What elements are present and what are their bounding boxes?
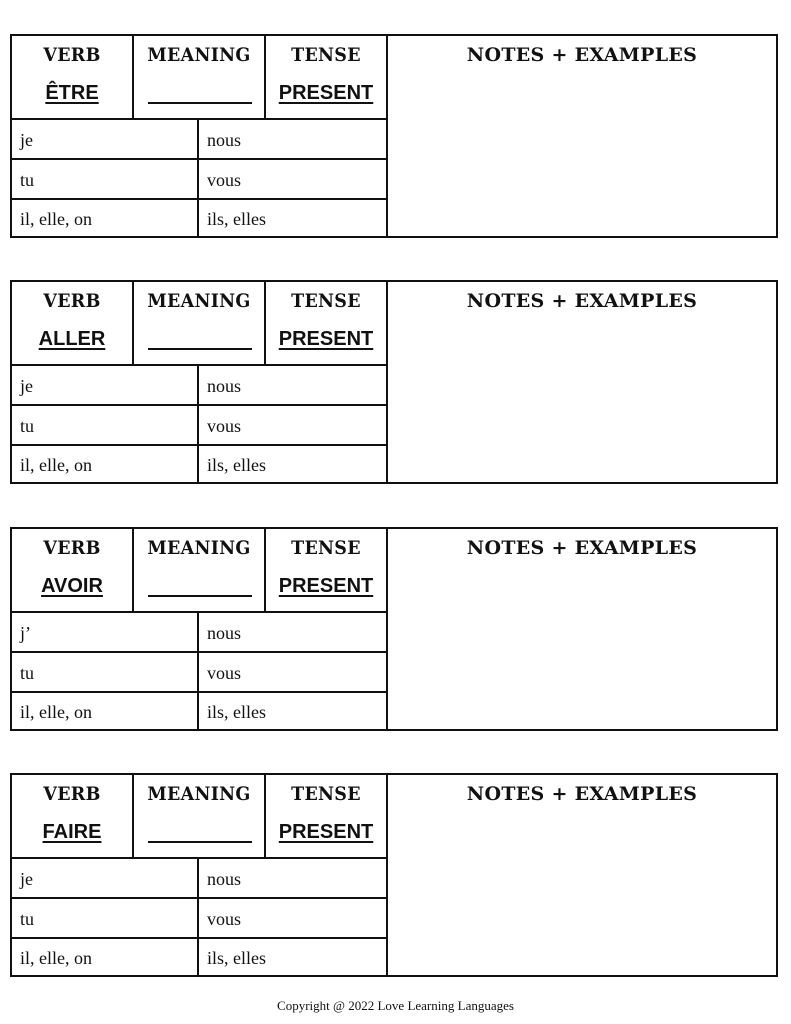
pronoun-cell[interactable]: nous: [199, 120, 388, 160]
pronoun-cell[interactable]: il, elle, on: [12, 200, 199, 236]
verb-card-faire: [10, 773, 778, 977]
verb-label: VERB: [43, 44, 101, 66]
tense-label: TENSE: [291, 783, 361, 805]
pronoun-cell[interactable]: je: [12, 366, 199, 406]
notes-cell[interactable]: [388, 775, 776, 975]
meaning-header-cell: [134, 775, 266, 859]
verb-header-cell: [12, 775, 134, 859]
pronoun-cell[interactable]: vous: [199, 160, 388, 200]
notes-title: NOTES + EXAMPLES: [466, 44, 698, 66]
tense-value: PRESENT: [278, 328, 374, 350]
meaning-blank-line[interactable]: [148, 595, 252, 597]
notes-cell[interactable]: [388, 282, 776, 482]
notes-cell[interactable]: [388, 36, 776, 236]
notes-title: NOTES + EXAMPLES: [466, 783, 698, 805]
meaning-label: MEANING: [147, 783, 251, 805]
verb-header-cell: [12, 282, 134, 366]
verb-label: VERB: [43, 783, 101, 805]
verb-card-aller: [10, 280, 778, 484]
pronoun-cell[interactable]: tu: [12, 160, 199, 200]
pronoun-cell[interactable]: ils, elles: [199, 200, 388, 236]
tense-header-cell: [266, 282, 388, 366]
pronoun-cell[interactable]: ils, elles: [199, 939, 388, 975]
pronoun-cell[interactable]: vous: [199, 406, 388, 446]
tense-header-cell: [266, 775, 388, 859]
verb-header-cell: [12, 36, 134, 120]
pronoun-cell[interactable]: tu: [12, 653, 199, 693]
pronoun-cell[interactable]: vous: [199, 653, 388, 693]
notes-title: NOTES + EXAMPLES: [466, 290, 698, 312]
tense-header-cell: [266, 36, 388, 120]
meaning-blank-line[interactable]: [148, 102, 252, 104]
pronoun-cell[interactable]: il, elle, on: [12, 446, 199, 482]
tense-label: TENSE: [291, 290, 361, 312]
verb-value: ALLER: [38, 328, 106, 350]
pronoun-cell[interactable]: je: [12, 859, 199, 899]
pronoun-cell[interactable]: vous: [199, 899, 388, 939]
verb-label: VERB: [43, 290, 101, 312]
notes-title: NOTES + EXAMPLES: [466, 537, 698, 559]
tense-header-cell: [266, 529, 388, 613]
meaning-blank-line[interactable]: [148, 841, 252, 843]
meaning-blank-line[interactable]: [148, 348, 252, 350]
pronoun-cell[interactable]: j’: [12, 613, 199, 653]
copyright-footer: Copyright @ 2022 Love Learning Languages: [277, 998, 514, 1013]
meaning-header-cell: [134, 529, 266, 613]
verb-card-avoir: [10, 527, 778, 731]
verb-value: ÊTRE: [45, 82, 99, 104]
tense-value: PRESENT: [278, 575, 374, 597]
pronoun-cell[interactable]: ils, elles: [199, 693, 388, 729]
pronoun-cell[interactable]: ils, elles: [199, 446, 388, 482]
verb-header-cell: [12, 529, 134, 613]
pronoun-cell[interactable]: je: [12, 120, 199, 160]
verb-value: FAIRE: [42, 821, 102, 843]
tense-value: PRESENT: [278, 821, 374, 843]
tense-label: TENSE: [291, 44, 361, 66]
meaning-label: MEANING: [147, 44, 251, 66]
meaning-header-cell: [134, 282, 266, 366]
verb-card-etre: [10, 34, 778, 238]
meaning-label: MEANING: [147, 537, 251, 559]
pronoun-cell[interactable]: nous: [199, 366, 388, 406]
pronoun-cell[interactable]: tu: [12, 406, 199, 446]
notes-cell[interactable]: [388, 529, 776, 729]
pronoun-cell[interactable]: nous: [199, 613, 388, 653]
tense-value: PRESENT: [278, 82, 374, 104]
verb-value: AVOIR: [41, 575, 103, 597]
verb-label: VERB: [43, 537, 101, 559]
tense-label: TENSE: [291, 537, 361, 559]
pronoun-cell[interactable]: il, elle, on: [12, 939, 199, 975]
pronoun-cell[interactable]: tu: [12, 899, 199, 939]
pronoun-cell[interactable]: nous: [199, 859, 388, 899]
meaning-label: MEANING: [147, 290, 251, 312]
meaning-header-cell: [134, 36, 266, 120]
pronoun-cell[interactable]: il, elle, on: [12, 693, 199, 729]
